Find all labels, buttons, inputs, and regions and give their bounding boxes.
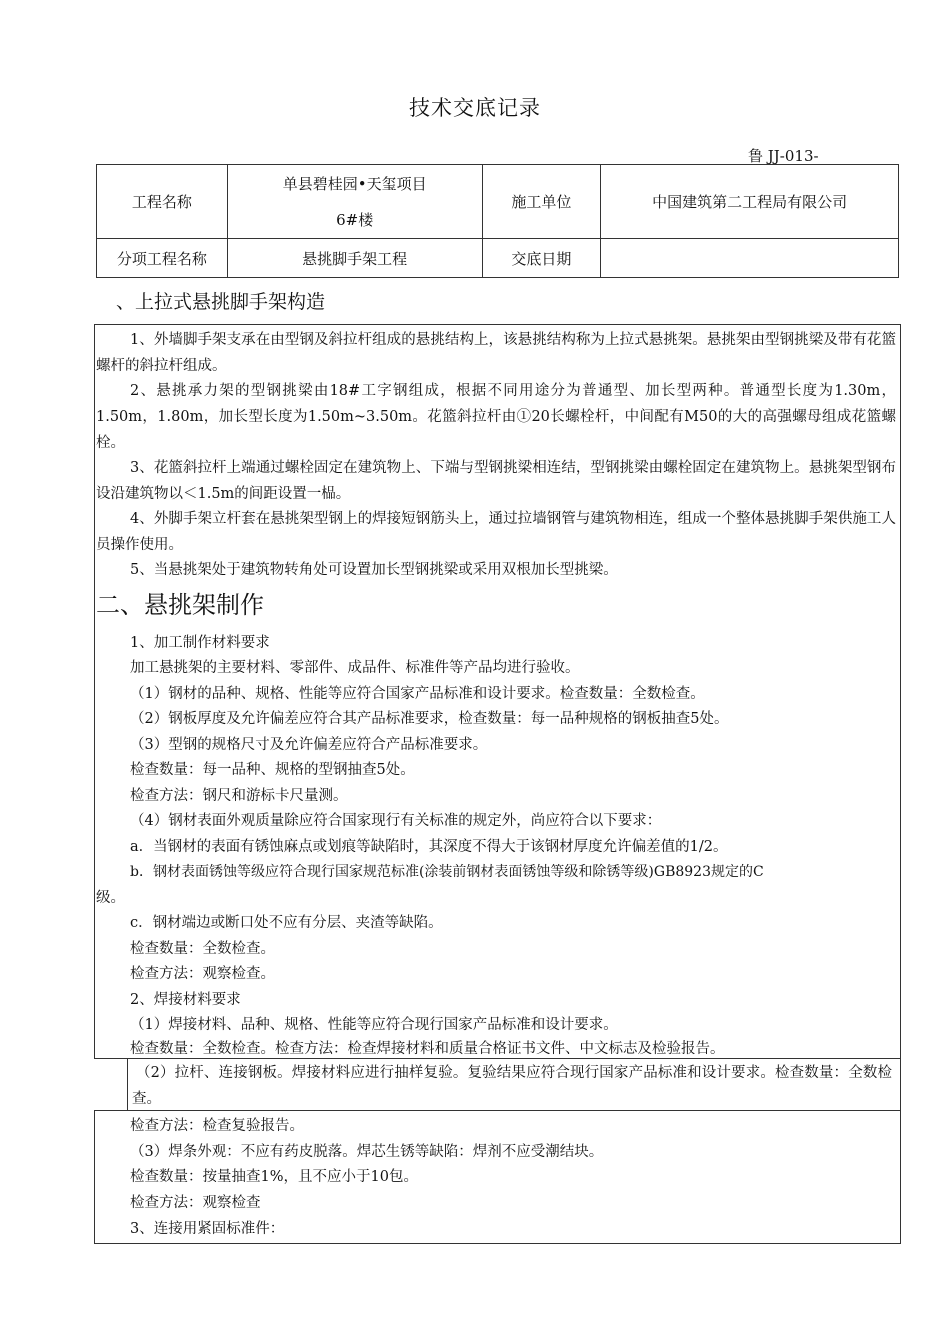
section2-after-line: 检查方法：观察检查 bbox=[130, 1195, 261, 1211]
section2-after-line: 检查数量：按量抽查1%，且不应小于10包。 bbox=[130, 1169, 418, 1185]
subproject-value: 悬挑脚手架工程 bbox=[227, 239, 482, 278]
section1-paragraph-5: 5、当悬挑架处于建筑物转角处可设置加长型钢挑梁或采用双根加长型挑梁。 bbox=[130, 562, 618, 578]
section2-line: c．钢材端边或断口处不应有分层、夹渣等缺陷。 bbox=[130, 915, 443, 931]
section2-line: （1）焊接材料、品种、规格、性能等应符合现行国家产品标准和设计要求。 bbox=[130, 1017, 618, 1033]
project-name-value bbox=[227, 165, 482, 239]
project-name-line1: 单县碧桂园•天玺项目 bbox=[282, 174, 427, 193]
info-row-subproject bbox=[97, 239, 899, 278]
section2-line: a．当钢材的表面有锈蚀麻点或划痕等缺陷时，其深度不得大于该钢材厚度允许偏差值的1/2。 bbox=[130, 839, 728, 855]
info-table bbox=[96, 164, 899, 278]
section2-line: 检查方法：钢尺和游标卡尺量测。 bbox=[130, 788, 348, 804]
section2-line: 检查数量：全数检查。检查方法：检查焊接材料和质量合格证书文件、中文标志及检验报告。 bbox=[130, 1041, 725, 1057]
section2-line: 1、加工制作材料要求 bbox=[130, 635, 270, 651]
section2-line: 检查数量：每一品种、规格的型钢抽查5处。 bbox=[130, 762, 415, 778]
section2-line: 级。 bbox=[96, 890, 125, 906]
section2-heading: 二、悬挑架制作 bbox=[96, 591, 264, 619]
project-name-label: 工程名称 bbox=[97, 165, 228, 239]
section2-line: 加工悬挑架的主要材料、零部件、成品件、标准件等产品均进行验收。 bbox=[130, 660, 580, 676]
section2-line: 检查方法：观察检查。 bbox=[130, 966, 275, 982]
builder-label: 施工单位 bbox=[482, 165, 601, 239]
section2-after-line: 3、连接用紧固标准件： bbox=[130, 1221, 285, 1237]
inset-paragraph: （2）拉杆、连接钢板。焊接材料应进行抽样复验。复验结果应符合现行国家产品标准和设计要求。检查数量：全数检查。 bbox=[132, 1065, 892, 1107]
section1-paragraph-4: 4、外脚手架立杆套在悬挑架型钢上的焊接短钢筋头上，通过拉墙钢管与建筑物相连，组成一个整体悬挑脚手架供施工人员操作使用。 bbox=[96, 511, 896, 553]
section1-heading: 、上拉式悬挑脚手架构造 bbox=[116, 291, 326, 313]
project-name-line2: 6#楼 bbox=[336, 210, 374, 229]
section2-line: 2、焊接材料要求 bbox=[130, 992, 241, 1008]
section2-after-line: 检查方法：检查复验报告。 bbox=[130, 1118, 304, 1134]
section2-line: b．钢材表面锈蚀等级应符合现行国家规范标准(涂装前钢材表面锈蚀等级和除锈等级)GB8923规定的C bbox=[130, 864, 764, 880]
section1-paragraph-2: 2、悬挑承力架的型钢挑梁由18#工字钢组成，根据不同用途分为普通型、加长型两种。普通型长度为1.30m，1.50m，1.80m，加长型长度为1.50m~3.50m。花篮斜拉杆由①20长螺栓杆，中间配有M50的大的高强螺母组成花篮螺栓。 bbox=[96, 383, 896, 451]
section2-line: 检查数量：全数检查。 bbox=[130, 941, 275, 957]
subproject-label: 分项工程名称 bbox=[97, 239, 228, 278]
section2-line: （1）钢材的品种、规格、性能等应符合国家产品标准和设计要求。检查数量：全数检查。 bbox=[130, 686, 705, 702]
document-number: 鲁 JJ-013- bbox=[748, 147, 819, 165]
date-label: 交底日期 bbox=[482, 239, 601, 278]
info-row-project bbox=[97, 165, 899, 239]
section2-line: （2）钢板厚度及允许偏差应符合其产品标准要求，检查数量：每一品种规格的钢板抽查5处。 bbox=[130, 711, 729, 727]
section1-paragraph-1: 1、外墙脚手架支承在由型钢及斜拉杆组成的悬挑结构上，该悬挑结构称为上拉式悬挑架。悬挑架由型钢挑梁及带有花篮螺杆的斜拉杆组成。 bbox=[96, 332, 896, 374]
builder-value: 中国建筑第二工程局有限公司 bbox=[601, 165, 899, 239]
date-value bbox=[601, 239, 899, 278]
section1-paragraph-3: 3、花篮斜拉杆上端通过螺栓固定在建筑物上、下端与型钢挑梁相连结，型钢挑梁由螺栓固定在建筑物上。悬挑架型钢布设沿建筑物以＜1.5m的间距设置一榀。 bbox=[96, 460, 896, 502]
section2-line: （4）钢材表面外观质量除应符合国家现行有关标准的规定外，尚应符合以下要求： bbox=[130, 813, 662, 829]
document-title: 技术交底记录 bbox=[409, 96, 541, 120]
section2-line: （3）型钢的规格尺寸及允许偏差应符合产品标准要求。 bbox=[130, 737, 488, 753]
section2-after-line: （3）焊条外观：不应有药皮脱落。焊芯生锈等缺陷：焊剂不应受潮结块。 bbox=[130, 1144, 604, 1160]
